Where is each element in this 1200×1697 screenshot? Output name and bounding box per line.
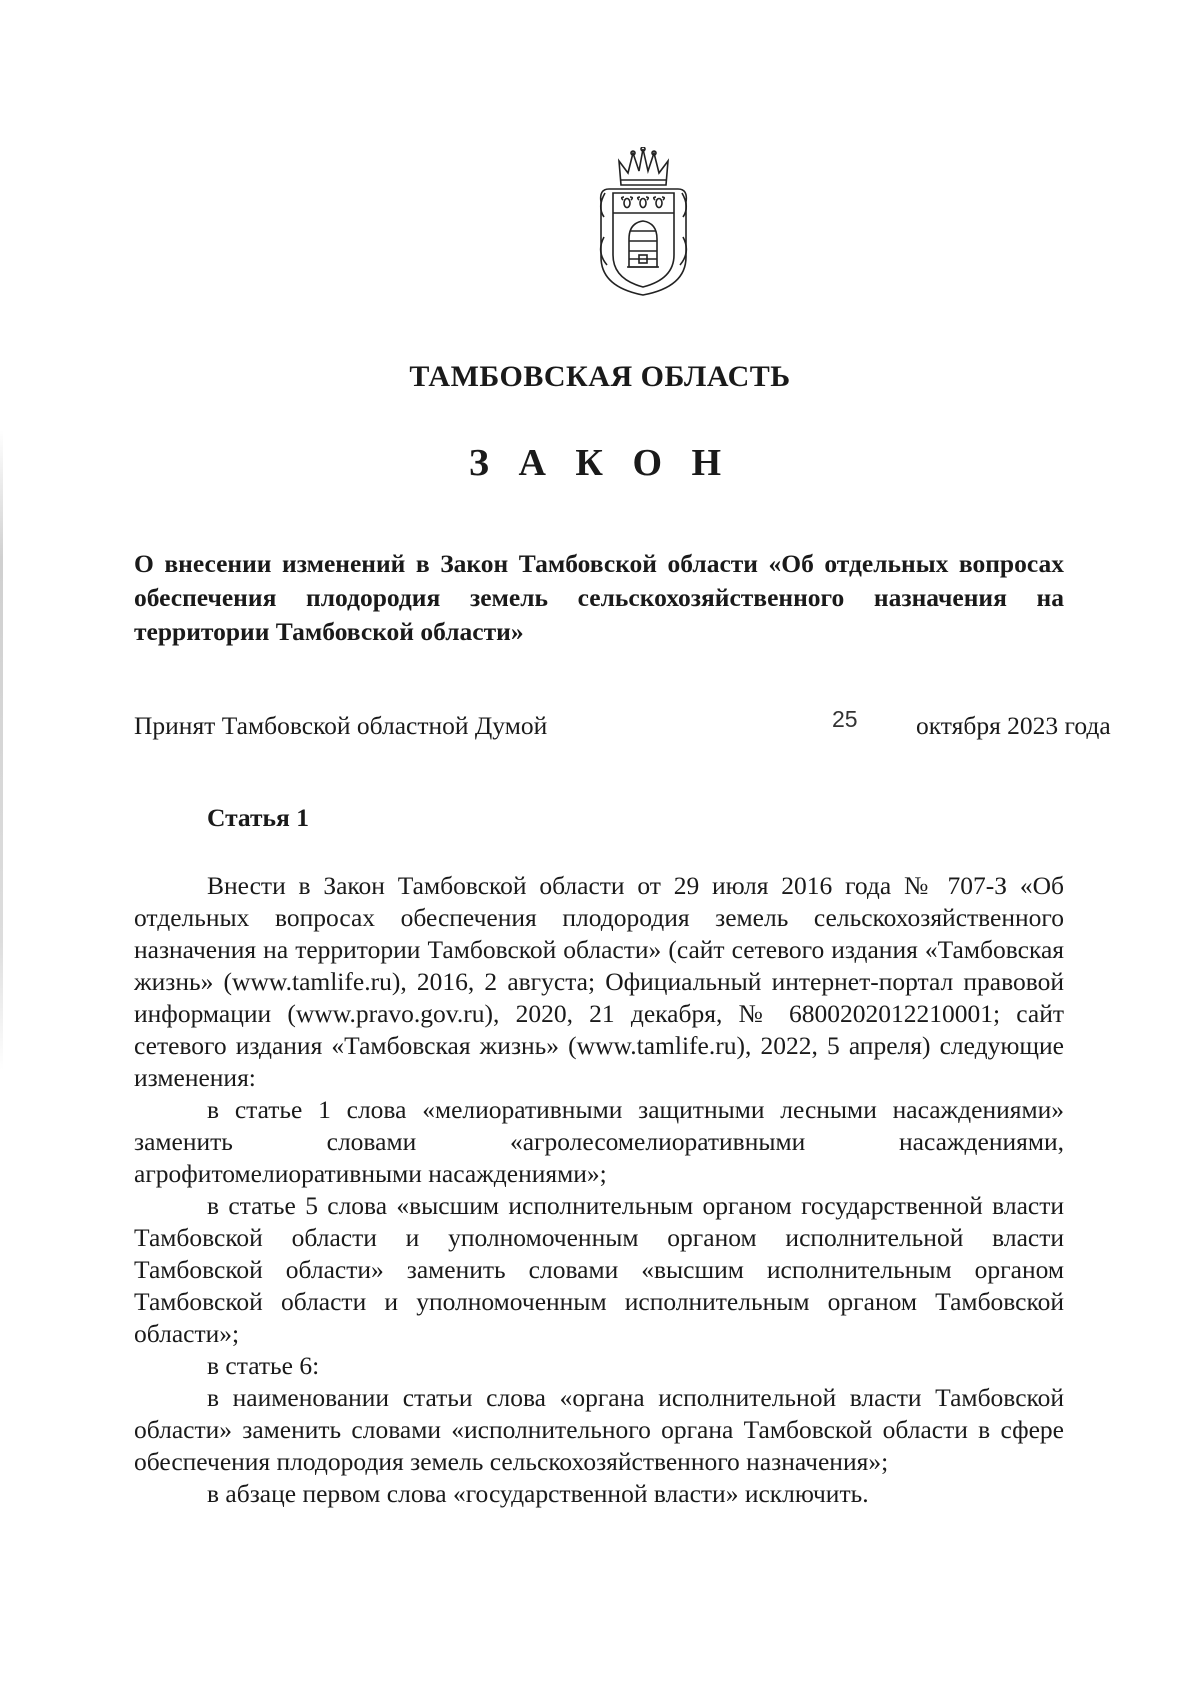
tambov-coat-of-arms-icon: [591, 147, 696, 297]
article-paragraph: в абзаце первом слова «государственной власти» исключить.: [207, 1479, 869, 1508]
law-subject: О внесении изменений в Закон Тамбовской области «Об отдельных вопросах обеспечения плодородия земель сельскохозяйственного назначения на территории Тамбовской области»: [134, 549, 1064, 646]
article-heading: Статья 1: [207, 803, 309, 832]
article-paragraph: Внести в Закон Тамбовской области от 29 июля 2016 года № 707-З «Об отдельных вопросах обеспечения плодородия земель сельскохозяйственного назначения на территории Тамбовской области» (сайт сетевого издания «Тамбовская жизнь» (www.tamlife.ru), 2016, 2 августа; Официальный интернет-портал правовой информации (www.pravo.gov.ru), 2020, 21 декабря, № 6800202012210001; сайт сетевого издания «Тамбовская жизнь» (www.tamlife.ru), 2022, 5 апреля) следующие изменения:: [134, 871, 1064, 1092]
scan-edge-artifact: [0, 430, 3, 1070]
adopted-day: 25: [832, 706, 858, 732]
article-body: [134, 870, 1064, 1510]
article-paragraph: в статье 1 слова «мелиоративными защитными лесными насаждениями» заменить словами «агролесомелиоративными насаждениями, агрофитомелиоративными насаждениями»;: [134, 1095, 1064, 1188]
article-paragraph: в статье 5 слова «высшим исполнительным органом государственной власти Тамбовской области и уполномоченным органом исполнительной власти Тамбовской области» заменить словами «высшим исполнительным органом Тамбовской области и уполномоченным исполнительным органом Тамбовской области»;: [134, 1191, 1064, 1348]
law-title: З А К О Н: [468, 442, 732, 484]
article-paragraph: в наименовании статьи слова «органа исполнительной власти Тамбовской области» заменить словами «исполнительного органа Тамбовской области в сфере обеспечения плодородия земель сельскохозяйственного назначения»;: [134, 1383, 1064, 1476]
article-paragraph: в статье 6:: [207, 1351, 320, 1380]
adopted-label: Принят Тамбовской областной Думой: [134, 711, 548, 740]
adopted-date: октября 2023 года: [916, 711, 1111, 740]
region-title: ТАМБОВСКАЯ ОБЛАСТЬ: [409, 360, 791, 393]
